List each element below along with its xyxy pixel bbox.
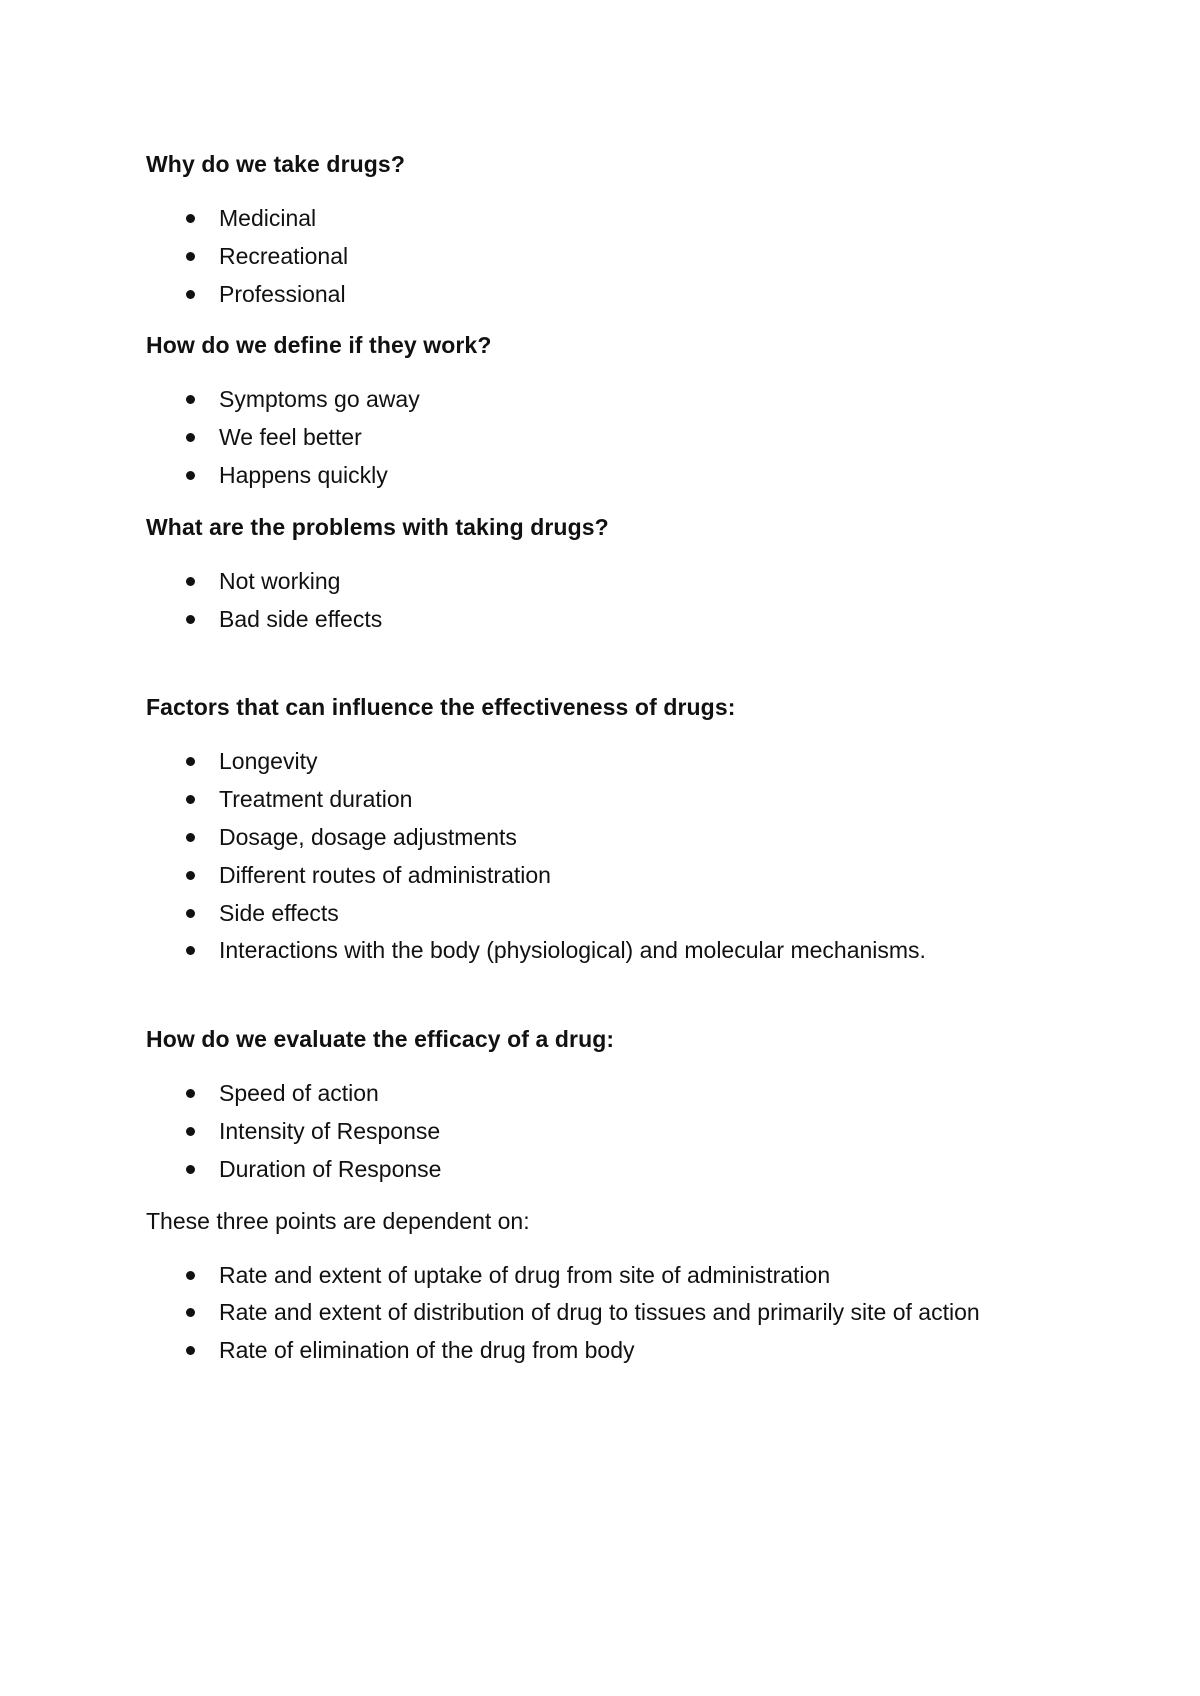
- list-item: Speed of action: [146, 1075, 1046, 1113]
- list-item: Intensity of Response: [146, 1113, 1046, 1151]
- bullet-icon: [186, 471, 195, 480]
- list-item: Different routes of administration: [146, 857, 1046, 895]
- bullet-icon: [186, 214, 195, 223]
- bullet-icon: [186, 395, 195, 404]
- bullet-icon: [186, 290, 195, 299]
- bullet-icon: [186, 433, 195, 442]
- list-item: Dosage, dosage adjustments: [146, 819, 1046, 857]
- section-heading-factors: Factors that can influence the effectiveness of drugs:: [146, 694, 736, 721]
- bullet-icon: [186, 577, 195, 586]
- list-item: Happens quickly: [146, 457, 1046, 495]
- section-heading-why-take-drugs: Why do we take drugs?: [146, 151, 405, 177]
- dependency-intro: These three points are dependent on:: [146, 1207, 530, 1234]
- list-dependencies: [146, 1257, 1046, 1370]
- list-factors: [146, 743, 1046, 970]
- list-efficacy: [146, 1075, 1046, 1188]
- section-heading-evaluate-efficacy: How do we evaluate the efficacy of a drug:: [146, 1026, 615, 1053]
- bullet-icon: [186, 1127, 195, 1136]
- bullet-icon: [186, 1308, 195, 1317]
- list-item: Treatment duration: [146, 781, 1046, 819]
- bullet-icon: [186, 871, 195, 880]
- bullet-icon: [186, 615, 195, 624]
- list-item: Rate and extent of uptake of drug from site of administration: [146, 1257, 1046, 1295]
- section-heading-define-work: How do we define if they work?: [146, 332, 492, 359]
- list-reasons: [146, 200, 1046, 313]
- list-item: Professional: [146, 276, 1046, 314]
- list-item: Symptoms go away: [146, 381, 1046, 419]
- list-work-criteria: [146, 381, 1046, 494]
- list-item: Not working: [146, 563, 1046, 601]
- list-item: Medicinal: [146, 200, 1046, 238]
- bullet-icon: [186, 833, 195, 842]
- bullet-icon: [186, 946, 195, 955]
- list-item: We feel better: [146, 419, 1046, 457]
- bullet-icon: [186, 1089, 195, 1098]
- list-item: Recreational: [146, 238, 1046, 276]
- section-heading-problems: What are the problems with taking drugs?: [146, 513, 609, 540]
- list-problems: [146, 563, 1046, 639]
- bullet-icon: [186, 795, 195, 804]
- list-item: Interactions with the body (physiological) and molecular mechanisms.: [146, 932, 1046, 970]
- list-item: Longevity: [146, 743, 1046, 781]
- list-item: Rate and extent of distribution of drug to tissues and primarily site of action: [146, 1294, 1079, 1332]
- list-item: Rate of elimination of the drug from body: [146, 1332, 1046, 1370]
- list-item: Side effects: [146, 895, 1046, 933]
- list-item: Duration of Response: [146, 1151, 1046, 1189]
- bullet-icon: [186, 1165, 195, 1174]
- bullet-icon: [186, 1271, 195, 1280]
- bullet-icon: [186, 909, 195, 918]
- bullet-icon: [186, 1346, 195, 1355]
- document-page: [146, 148, 1046, 1370]
- bullet-icon: [186, 757, 195, 766]
- list-item: Bad side effects: [146, 601, 1046, 639]
- bullet-icon: [186, 252, 195, 261]
